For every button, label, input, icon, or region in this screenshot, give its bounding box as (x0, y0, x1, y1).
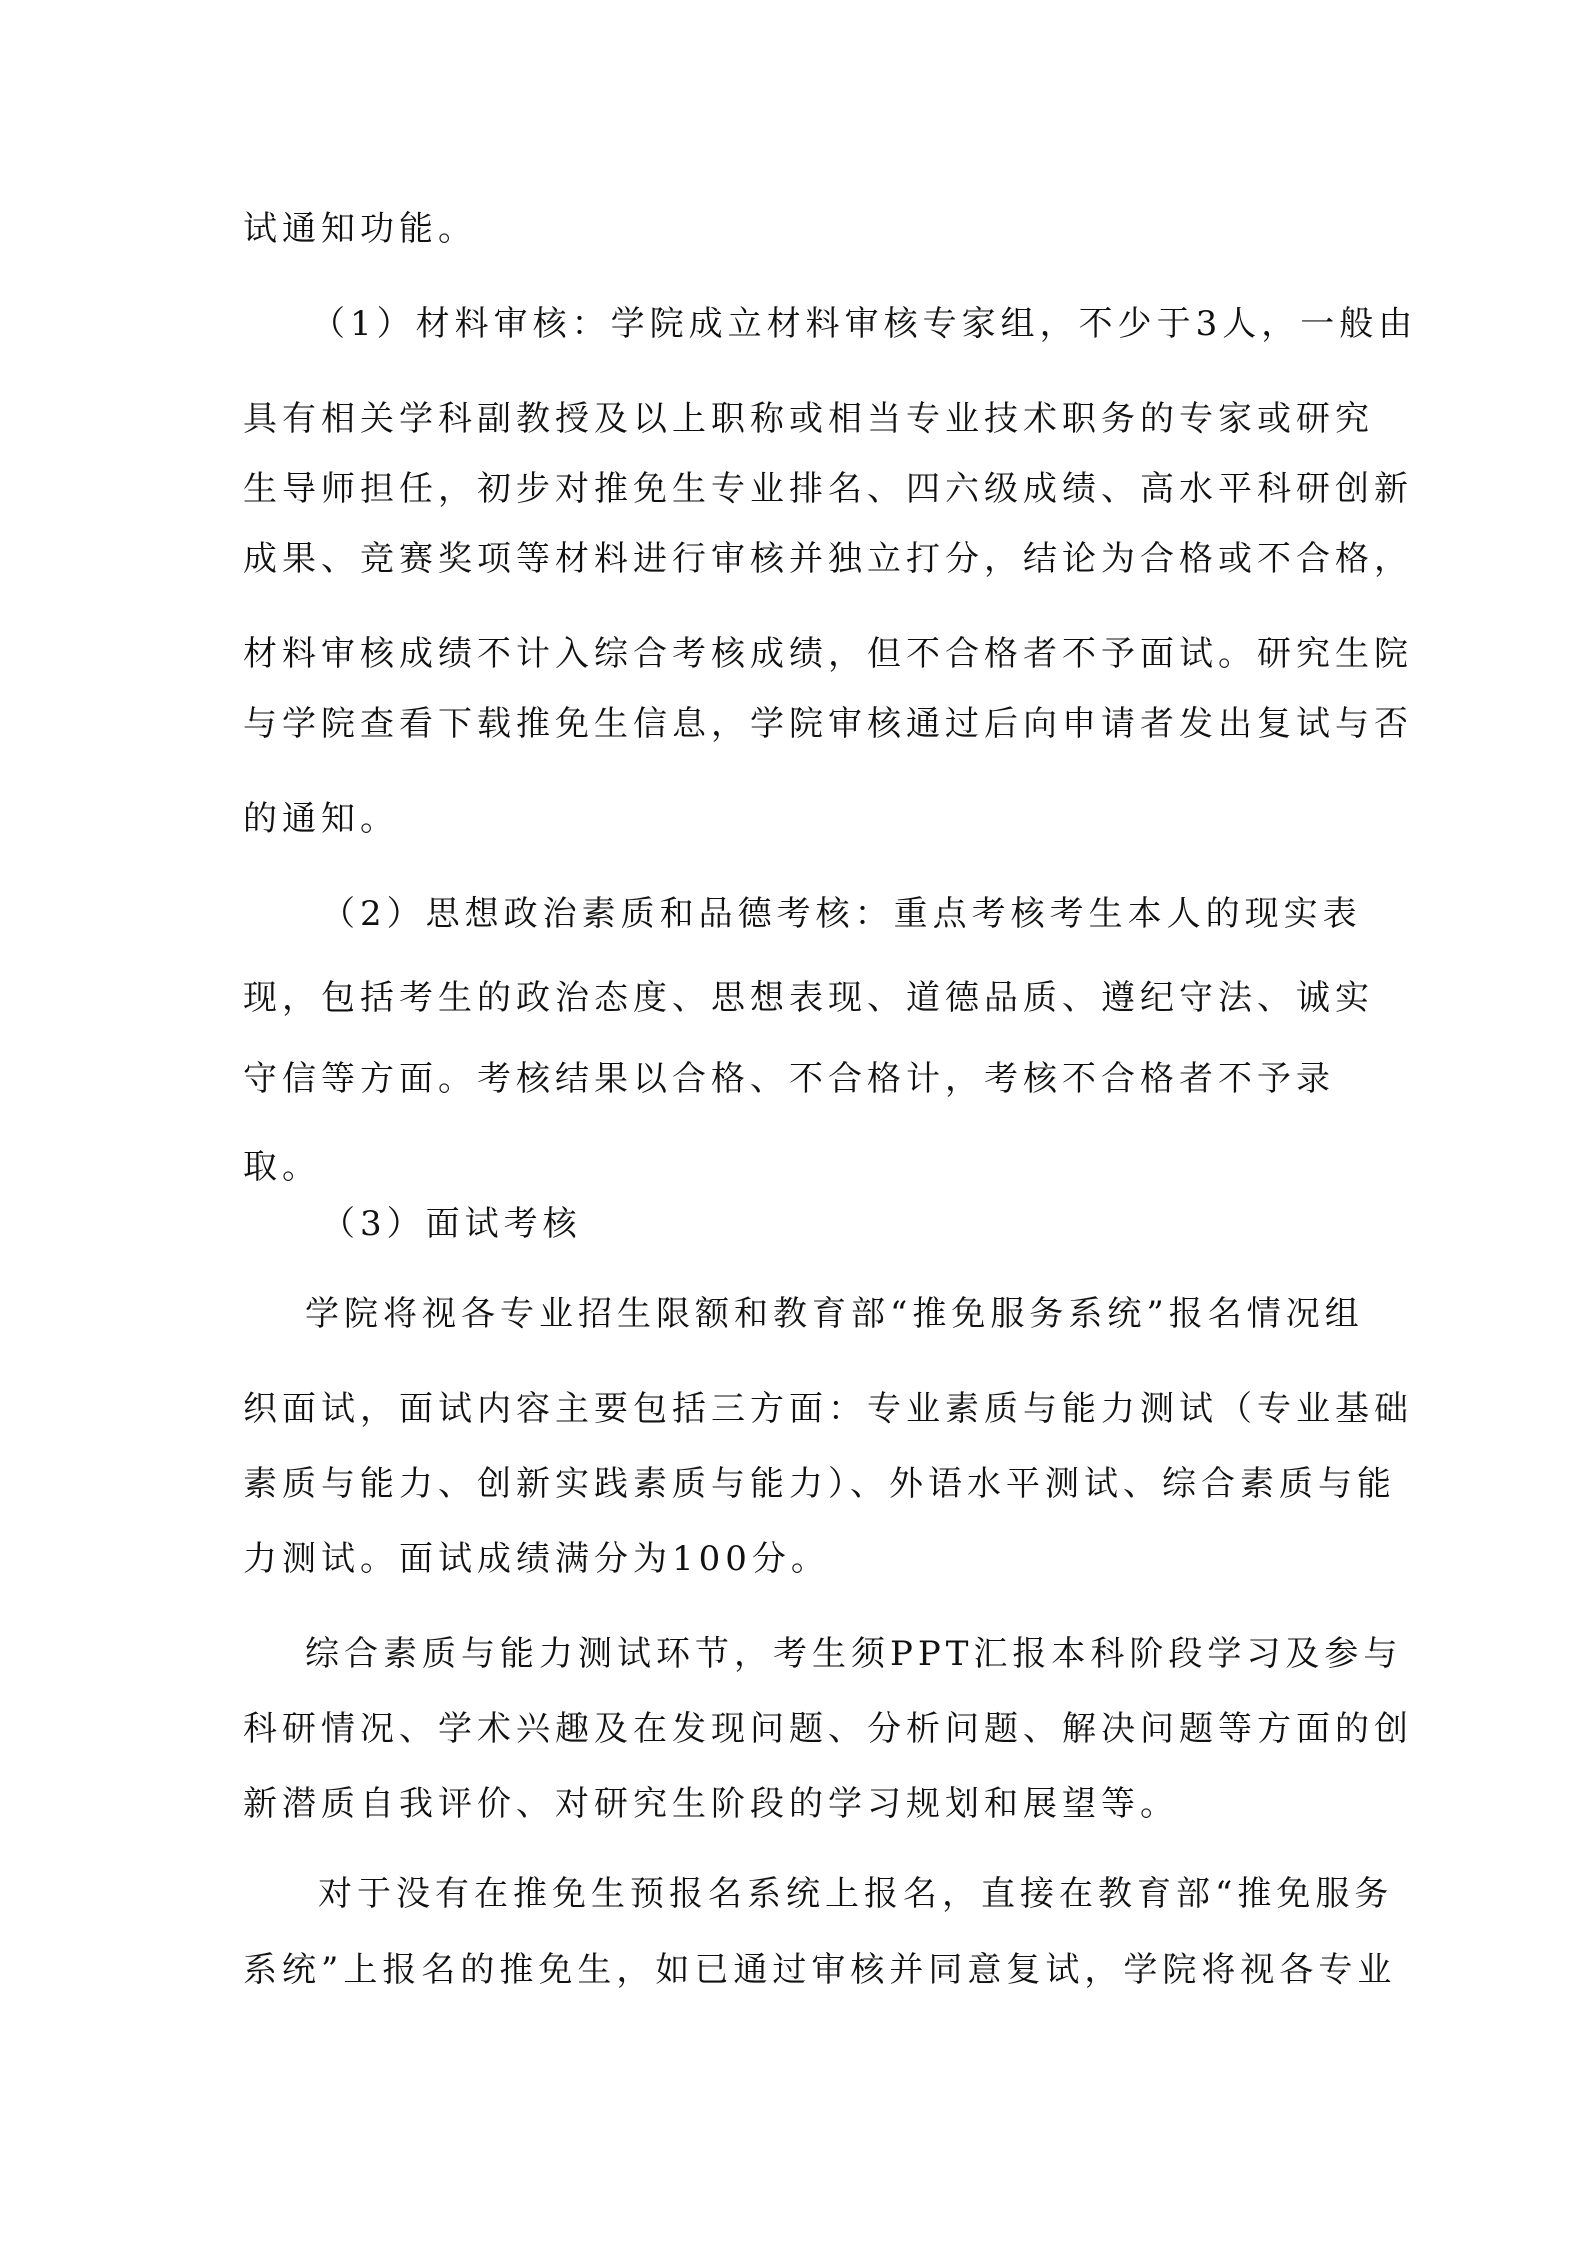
text-line: 对于没有在推免生预报名系统上报名，直接在教育部“推免服务 (318, 1874, 1394, 1914)
text-line: 生导师担任，初步对推免生专业排名、四六级成绩、高水平科研创新 (243, 469, 1413, 509)
text-line: 成果、竞赛奖项等材料进行审核并独立打分，结论为合格或不合格， (243, 539, 1413, 579)
text-line: 守信等方面。考核结果以合格、不合格计，考核不合格者不予录 (243, 1059, 1335, 1099)
text-line: （3）面试考核 (321, 1204, 582, 1244)
text-line: 学院将视各专业招生限额和教育部“推免服务系统”报名情况组 (305, 1294, 1364, 1334)
text-line: 与学院查看下载推免生信息，学院审核通过后向申请者发出复试与否 (243, 704, 1413, 744)
text-line: 科研情况、学术兴趣及在发现问题、分析问题、解决问题等方面的创 (243, 1709, 1413, 1749)
text-line: （1）材料审核：学院成立材料审核专家组，不少于3人，一般由 (311, 304, 1418, 344)
text-line: （2）思想政治素质和品德考核：重点考核考生本人的现实表 (321, 894, 1362, 934)
text-line: 力测试。面试成绩满分为100分。 (243, 1539, 830, 1579)
text-line: 材料审核成绩不计入综合考核成绩，但不合格者不予面试。研究生院 (243, 634, 1413, 674)
text-line: 综合素质与能力测试环节，考生须PPT汇报本科阶段学习及参与 (305, 1634, 1403, 1674)
text-line: 新潜质自我评价、对研究生阶段的学习规划和展望等。 (243, 1784, 1179, 1824)
text-line: 取。 (243, 1147, 321, 1187)
text-line: 试通知功能。 (243, 209, 477, 249)
text-line: 的通知。 (243, 799, 399, 839)
text-line: 现，包括考生的政治态度、思想表现、道德品质、遵纪守法、诚实 (243, 978, 1374, 1018)
text-line: 系统”上报名的推免生，如已通过审核并同意复试，学院将视各专业 (243, 1950, 1397, 1990)
text-line: 素质与能力、创新实践素质与能力）、外语水平测试、综合素质与能 (243, 1464, 1396, 1504)
text-line: 具有相关学科副教授及以上职称或相当专业技术职务的专家或研究 (243, 399, 1374, 439)
text-line: 织面试，面试内容主要包括三方面：专业素质与能力测试（专业基础 (243, 1389, 1413, 1429)
